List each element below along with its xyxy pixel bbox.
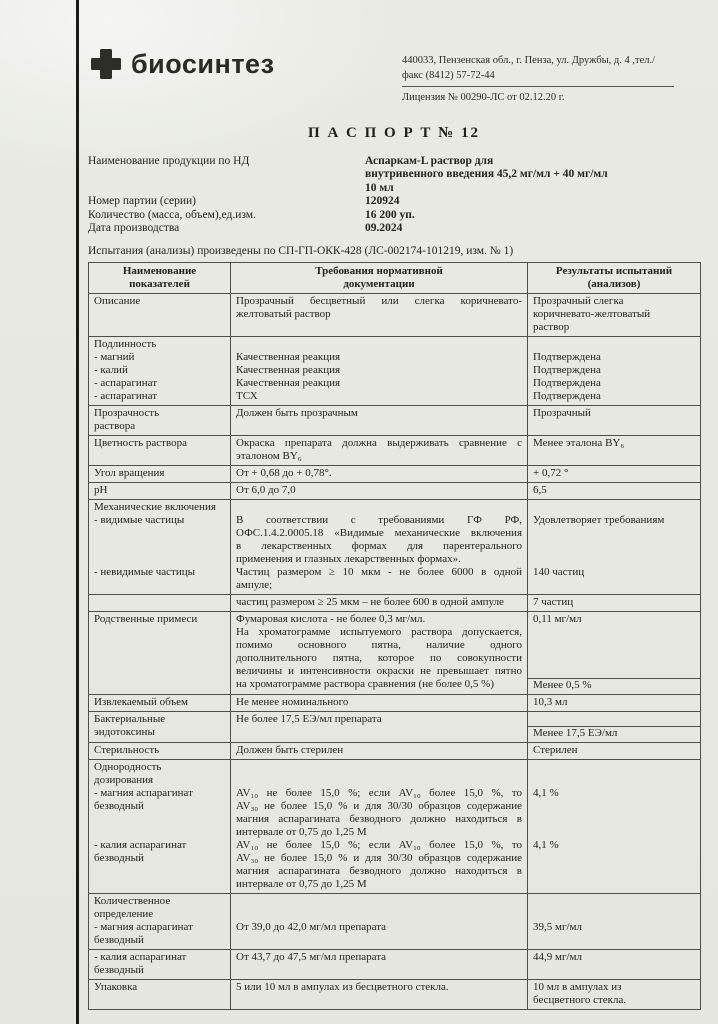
table-row	[89, 405, 701, 435]
text-line: эталоном BY₆	[236, 449, 302, 462]
text-line: 09.2024	[365, 222, 403, 235]
text-line: Прозрачный бесцветный или слегка коричневато-	[236, 294, 522, 307]
table-row	[89, 293, 701, 336]
text-line: эндотоксины	[94, 725, 155, 738]
text-line	[94, 540, 225, 553]
text-line: От + 0,68 до + 0,78°.	[236, 466, 332, 479]
text-line: Упаковка	[94, 980, 138, 993]
text-line: - магния аспарагинат	[94, 786, 193, 799]
table-cell	[89, 293, 231, 336]
text-line: - видимые частицы	[94, 513, 185, 526]
table-cell	[89, 405, 231, 435]
text-line	[533, 934, 695, 947]
table-cell	[89, 499, 231, 594]
text-line: 4,1 %	[533, 838, 559, 851]
table-cell	[231, 979, 528, 1009]
text-line	[236, 934, 522, 947]
text-line	[533, 540, 695, 553]
text-line: AV₃₀ не более 15,0 % и для 30/30 образцов содержание	[236, 851, 522, 864]
table-cell	[528, 979, 701, 1009]
text-line	[533, 800, 695, 813]
text-line: интервале от 0,75 до 1,25 М	[236, 877, 367, 890]
table-row	[89, 611, 701, 694]
method-note: Испытания (анализы) произведены по СП-ГП-ОКК-428 (ЛС-002174-101219, изм. № 1)	[88, 244, 514, 257]
text-line: помимо основного пятна, наличие одного	[236, 638, 522, 651]
text-line	[533, 579, 695, 592]
text-line: Должен быть прозрачным	[236, 406, 358, 419]
table-cell	[528, 465, 701, 482]
text-line	[94, 527, 225, 540]
table-cell	[528, 293, 701, 336]
text-line: показателей	[129, 277, 190, 290]
text-line: на хроматограмме раствора сравнения (не более 0,5 %)	[236, 677, 495, 690]
text-line: 4,1 %	[533, 786, 559, 799]
table-cell	[528, 949, 701, 979]
text-line	[533, 908, 695, 921]
text-line: Результаты испытаний	[555, 264, 673, 277]
text-line: 10 мл	[365, 181, 394, 194]
text-line: Менее эталона BY₆	[533, 436, 625, 449]
text-line: Менее 0,5 %	[528, 678, 700, 692]
table-row	[89, 499, 701, 594]
text-line: 44,9 мг/мл	[533, 950, 582, 963]
text-line: Подлинность	[94, 337, 157, 350]
text-line	[236, 761, 522, 774]
text-line: дополнительного пятна, которое по совокупности	[236, 651, 522, 664]
table-row	[89, 979, 701, 1009]
table-cell	[231, 499, 528, 594]
text-line: применения и глазных лекарственных формах».	[236, 552, 461, 565]
column-header	[89, 262, 231, 293]
text-line	[533, 501, 695, 514]
text-line: - калия аспарагинат	[94, 838, 187, 851]
field-label: Номер партии (серии)	[88, 195, 196, 208]
table-head	[89, 262, 701, 293]
text-line: Подтверждена	[533, 350, 601, 363]
text-line: 10,3 мл	[533, 695, 568, 708]
text-line	[533, 826, 695, 839]
text-line: желтоватый раствор	[236, 307, 331, 320]
table-cell	[231, 435, 528, 465]
table-cell	[231, 949, 528, 979]
table-cell	[89, 979, 231, 1009]
text-line: 39,5 мг/мл	[533, 920, 582, 933]
table-cell	[528, 435, 701, 465]
table-row	[89, 435, 701, 465]
license-line: Лицензия № 00290-ЛС от 02.12.20 г.	[402, 92, 565, 104]
text-line: Прозрачный слегка	[533, 294, 624, 307]
text-line	[533, 527, 695, 540]
text-line: Стерилен	[533, 743, 578, 756]
text-line	[533, 964, 695, 977]
text-line: Должен быть стерилен	[236, 743, 344, 756]
text-line: документации	[343, 277, 415, 290]
text-line: Цветность раствора	[94, 436, 187, 449]
text-line	[94, 865, 225, 878]
field-label: Наименование продукции по НД	[88, 154, 250, 167]
text-line: 0,11 мг/мл	[533, 612, 582, 625]
text-line: + 0,72 °	[533, 466, 569, 479]
text-line	[236, 964, 522, 977]
company-logo	[88, 46, 275, 82]
text-line: - магния аспарагинат	[94, 920, 193, 933]
table-cell	[231, 465, 528, 482]
text-line: интервале от 0,75 до 1,25 М	[236, 825, 367, 838]
product-field	[88, 155, 700, 196]
text-line: дозирования	[94, 773, 154, 786]
table-cell	[89, 611, 231, 694]
table-row	[89, 482, 701, 499]
table-cell	[231, 482, 528, 499]
column-header	[231, 262, 528, 293]
table-cell	[231, 694, 528, 711]
text-line	[236, 501, 522, 514]
text-line: Механические включения	[94, 500, 216, 513]
scan-margin-line	[76, 0, 79, 1024]
table-cell	[231, 594, 528, 611]
text-line: В соответствии с требованиями ГФ РФ,	[236, 513, 522, 526]
table-cell	[89, 482, 231, 499]
table-cell	[89, 949, 231, 979]
product-field	[88, 195, 700, 209]
table-cell	[89, 759, 231, 893]
text-line: безводный	[94, 799, 144, 812]
text-line	[236, 895, 522, 908]
text-line	[533, 626, 695, 639]
field-value	[365, 222, 700, 236]
table-cell	[528, 336, 701, 405]
field-value	[365, 209, 700, 223]
table-cell	[89, 465, 231, 482]
text-line: От 39,0 до 42,0 мг/мл препарата	[236, 920, 387, 933]
text-line: раствор	[533, 320, 570, 333]
table-cell	[231, 742, 528, 759]
text-line: 140 частиц	[533, 565, 585, 578]
text-line: Качественная реакция	[236, 363, 341, 376]
text-line: - аспарагинат	[94, 376, 158, 389]
text-line: магния аспарагината безводного должно находиться в	[236, 864, 522, 877]
table-cell	[528, 482, 701, 499]
text-line	[533, 852, 695, 865]
text-line: AV₃₀ не более 15,0 % и для 30/30 образцов содержание	[236, 799, 522, 812]
table-row	[89, 893, 701, 949]
table-body	[89, 293, 701, 1009]
text-line	[236, 338, 522, 351]
text-line: Частиц размером ≥ 10 мкм - не более 6000 в одной	[236, 565, 522, 578]
text-line: безводный	[94, 963, 144, 976]
text-line	[236, 726, 522, 739]
text-line: - невидимые частицы	[94, 565, 195, 578]
text-line	[533, 639, 695, 652]
text-line	[94, 579, 225, 592]
text-line: раствора	[94, 419, 136, 432]
text-line: Подтверждена	[533, 389, 601, 402]
text-line	[94, 826, 225, 839]
text-line: Прозрачный	[533, 406, 591, 419]
table-cell	[231, 711, 528, 742]
table-cell	[89, 336, 231, 405]
text-line: AV₁₀ не более 15,0 %; если AV₁₀ более 15,0 %, то	[236, 838, 522, 851]
text-line: - аспарагинат	[94, 389, 158, 402]
text-line	[533, 652, 695, 665]
text-line: в лекарственных формах для парентерального	[236, 539, 522, 552]
text-line: - калия аспарагинат	[94, 950, 187, 963]
results-table	[88, 262, 701, 1010]
text-line: 5 или 10 мл в ампулах из бесцветного стекла.	[236, 980, 449, 993]
text-line: Бактериальные	[94, 712, 166, 725]
table-cell	[528, 405, 701, 435]
text-line: pH	[94, 483, 108, 496]
text-line: Описание	[94, 294, 141, 307]
text-line	[533, 713, 695, 726]
table-cell	[89, 594, 231, 611]
text-line: ОФС.1.4.2.0005.18 «Видимые механические включения	[236, 526, 522, 539]
text-line	[533, 553, 695, 566]
text-line: Окраска препарата должна выдерживать сравнение с	[236, 436, 522, 449]
text-line	[533, 774, 695, 787]
text-line: Не менее номинального	[236, 695, 349, 708]
table-cell	[231, 759, 528, 893]
text-line	[94, 596, 225, 609]
text-line	[533, 338, 695, 351]
table-row	[89, 949, 701, 979]
field-value	[365, 195, 700, 209]
text-line	[236, 908, 522, 921]
table-cell	[89, 893, 231, 949]
text-line: Удовлетворяет требованиям	[533, 513, 665, 526]
text-line: От 43,7 до 47,5 мг/мл препарата	[236, 950, 387, 963]
table-cell	[528, 759, 701, 893]
table-cell	[528, 711, 701, 742]
product-field	[88, 222, 700, 236]
text-line: бесцветного стекла.	[533, 993, 627, 1006]
product-fields	[88, 155, 700, 236]
text-line: определение	[94, 907, 154, 920]
table-cell	[528, 694, 701, 711]
text-line	[533, 895, 695, 908]
text-line: - калий	[94, 363, 128, 376]
text-line: 6,5	[533, 483, 547, 496]
text-line: Стерильность	[94, 743, 160, 756]
company-address	[402, 53, 674, 106]
table-cell	[89, 742, 231, 759]
table-cell	[231, 336, 528, 405]
table-row	[89, 465, 701, 482]
table-cell	[89, 435, 231, 465]
text-line: Подтверждена	[533, 363, 601, 376]
text-line: ампуле;	[236, 578, 273, 591]
text-line: коричневато-желтоватый	[533, 307, 651, 320]
cross-icon	[88, 46, 124, 82]
table-cell	[231, 293, 528, 336]
text-line: безводный	[94, 851, 144, 864]
text-line	[533, 878, 695, 891]
text-line: AV₁₀ не более 15,0 %; если AV₁₀ более 15,0 %, то	[236, 786, 522, 799]
text-line: 120924	[365, 195, 400, 208]
field-label: Дата производства	[88, 222, 180, 235]
text-line: безводный	[94, 933, 144, 946]
text-line	[94, 878, 225, 891]
product-field	[88, 209, 700, 223]
table-cell	[528, 611, 701, 694]
text-line: Требования нормативной	[315, 264, 443, 277]
text-line	[533, 761, 695, 774]
text-line	[94, 553, 225, 566]
table-row	[89, 759, 701, 893]
table-cell	[528, 594, 701, 611]
text-line: 7 частиц	[533, 595, 574, 608]
text-line: Подтверждена	[533, 376, 601, 389]
column-header	[528, 262, 701, 293]
table-cell	[231, 893, 528, 949]
table-cell	[231, 405, 528, 435]
text-line: ТСХ	[236, 389, 258, 402]
text-line: 16 200 уп.	[365, 208, 415, 221]
field-label: Количество (масса, объем),ед.изм.	[88, 208, 256, 221]
text-line: - магний	[94, 350, 135, 363]
text-line	[533, 813, 695, 826]
text-line: Наименование	[122, 264, 197, 277]
table-cell	[89, 694, 231, 711]
table-row	[89, 336, 701, 405]
text-line: частиц размером ≥ 25 мкм – не более 600 в одной ампуле	[236, 595, 504, 608]
text-line: Угол вращения	[94, 466, 165, 479]
text-line: 10 мл в ампулах из	[533, 980, 622, 993]
table-cell	[528, 893, 701, 949]
address-line: 440033, Пензенская обл., г. Пенза, ул. Дружбы, д. 4 ,тел./факс (8412) 57-72-44	[402, 53, 674, 87]
table-row	[89, 742, 701, 759]
text-line	[236, 774, 522, 787]
text-line: Фумаровая кислота - не более 0,3 мг/мл.	[236, 612, 426, 625]
table-header-row	[89, 262, 701, 293]
text-line: Качественная реакция	[236, 350, 341, 363]
text-line: Качественная реакция	[236, 376, 341, 389]
table-cell	[89, 711, 231, 742]
text-line: Родственные примеси	[94, 612, 198, 625]
document-content	[88, 0, 700, 1010]
text-line: внутривенного введения 45,2 мг/мл + 40 мг/мл	[365, 168, 608, 181]
document-header	[88, 0, 700, 106]
text-line: Однородность	[94, 760, 162, 773]
text-line: Аспаркам-L раствор для	[365, 154, 494, 167]
table-cell	[528, 742, 701, 759]
text-line: величины и интенсивности окраски не превышает пятно	[236, 664, 522, 677]
company-logo-text: биосинтез	[131, 48, 275, 79]
document-title: П А С П О Р Т № 12	[308, 124, 480, 141]
text-line	[94, 813, 225, 826]
text-line	[533, 865, 695, 878]
text-line: На хроматограмме испытуемого раствора допускается,	[236, 625, 522, 638]
text-line: (анализов)	[587, 277, 641, 290]
table-row	[89, 594, 701, 611]
text-line: магния аспарагината безводного должно находиться в	[236, 812, 522, 825]
table-row	[89, 711, 701, 742]
field-value	[365, 155, 700, 196]
table-cell	[231, 611, 528, 694]
text-line: Не более 17,5 ЕЭ/мл препарата	[236, 712, 382, 725]
table-cell	[528, 499, 701, 594]
text-line	[533, 665, 695, 678]
text-line: Менее 17,5 ЕЭ/мл	[528, 726, 700, 740]
text-line: Извлекаемый объем	[94, 695, 188, 708]
text-line: Прозрачность	[94, 406, 160, 419]
text-line: Количественное	[94, 894, 171, 907]
table-row	[89, 694, 701, 711]
text-line: От 6,0 до 7,0	[236, 483, 296, 496]
